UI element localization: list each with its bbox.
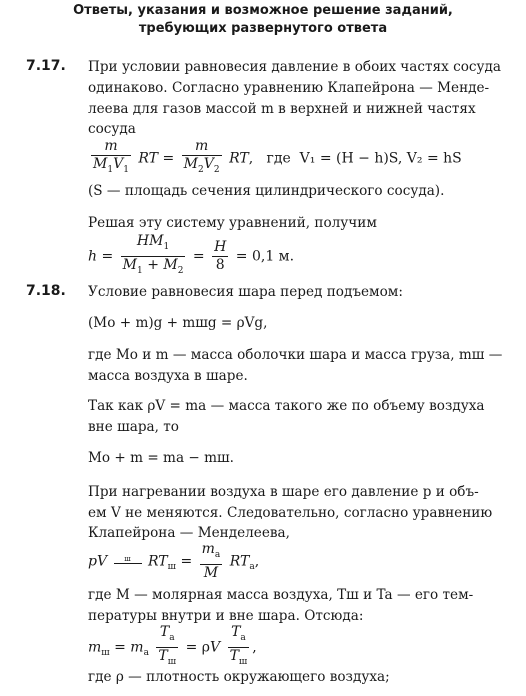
p718-line-5: вне шара, то [88,419,179,435]
p718-line-4: Так как ρV = ma — масса такого же по объему воздуха [88,398,485,414]
p717-line-3: леева для газов массой m в верхней и нижней частях [88,101,476,117]
p718-line-6: При нагревании воздуха в шаре его давление p и объ- [88,484,479,500]
p717-line-4: сосуда [88,121,136,137]
p718-line-11: где ρ — плотность окружающего воздуха; [88,669,390,685]
eq1-volumes: V₁ = (H − h)S, V₂ = hS [299,150,462,167]
equation-718-4: $m_ш = m_a$ $\frac{T_a}{T_ш}$ = ρV $\frac{T_a}{T_ш}$ , [88,624,257,667]
header-line-2: требующих развернутого ответа [138,21,388,36]
eq2-result: = 0,1 м. [235,248,295,265]
p718-equation-1: (Mо + m)g + mшg = ρVg, [88,315,268,331]
equation-717-1: $\frac{m}{M_1V_1}$ RT = $\frac{m}{M_2V_2}$ RT, где V₁ = (H − h)S, V₂ = hS [93,138,462,175]
p717-line-1: При условии равновесия давление в обоих частях сосуда [88,59,501,75]
p717-line-2: одинаково. Согласно уравнению Клапейрона — Менде- [88,80,490,96]
p718-equation-2: Mо + m = ma − mш. [88,450,234,466]
p718-line-9: где M — молярная масса воздуха, Tш и Ta — его тем- [88,587,474,603]
p718-line-2: где Mо и m — масса оболочки шара и масса груза, mш — [88,347,503,363]
p717-line-6: Решая эту систему уравнений, получим [88,215,377,231]
problem-number-718: 7.18. [26,283,66,299]
p718-line-10: пературы внутри и вне шара. Отсюда: [88,608,364,624]
problem-number-717: 7.17. [26,58,66,74]
p718-line-7: ем V не меняются. Следовательно, согласно уравнению [88,505,493,521]
equation-718-3: pV ш $RT_ш$ = $\frac{m_a}{M}$ $RT_a$, [88,541,260,581]
header-line-1: Ответы, указания и возможное решение заданий, [73,3,453,18]
p718-line-1: Условие равновесия шара перед подъемом: [88,284,403,300]
p718-line-3: масса воздуха в шаре. [88,368,248,384]
eq1-where: где [266,150,291,167]
p717-line-5: (S — площадь сечения цилиндрического сосуда). [88,183,445,199]
section-header [0,2,526,38]
p718-line-8: Клапейрона — Менделеева, [88,525,290,541]
equation-717-2: h = $\frac{HM_1}{M_1 + M_2}$ = $\frac{H}{8}$ = 0,1 м. [88,233,295,276]
